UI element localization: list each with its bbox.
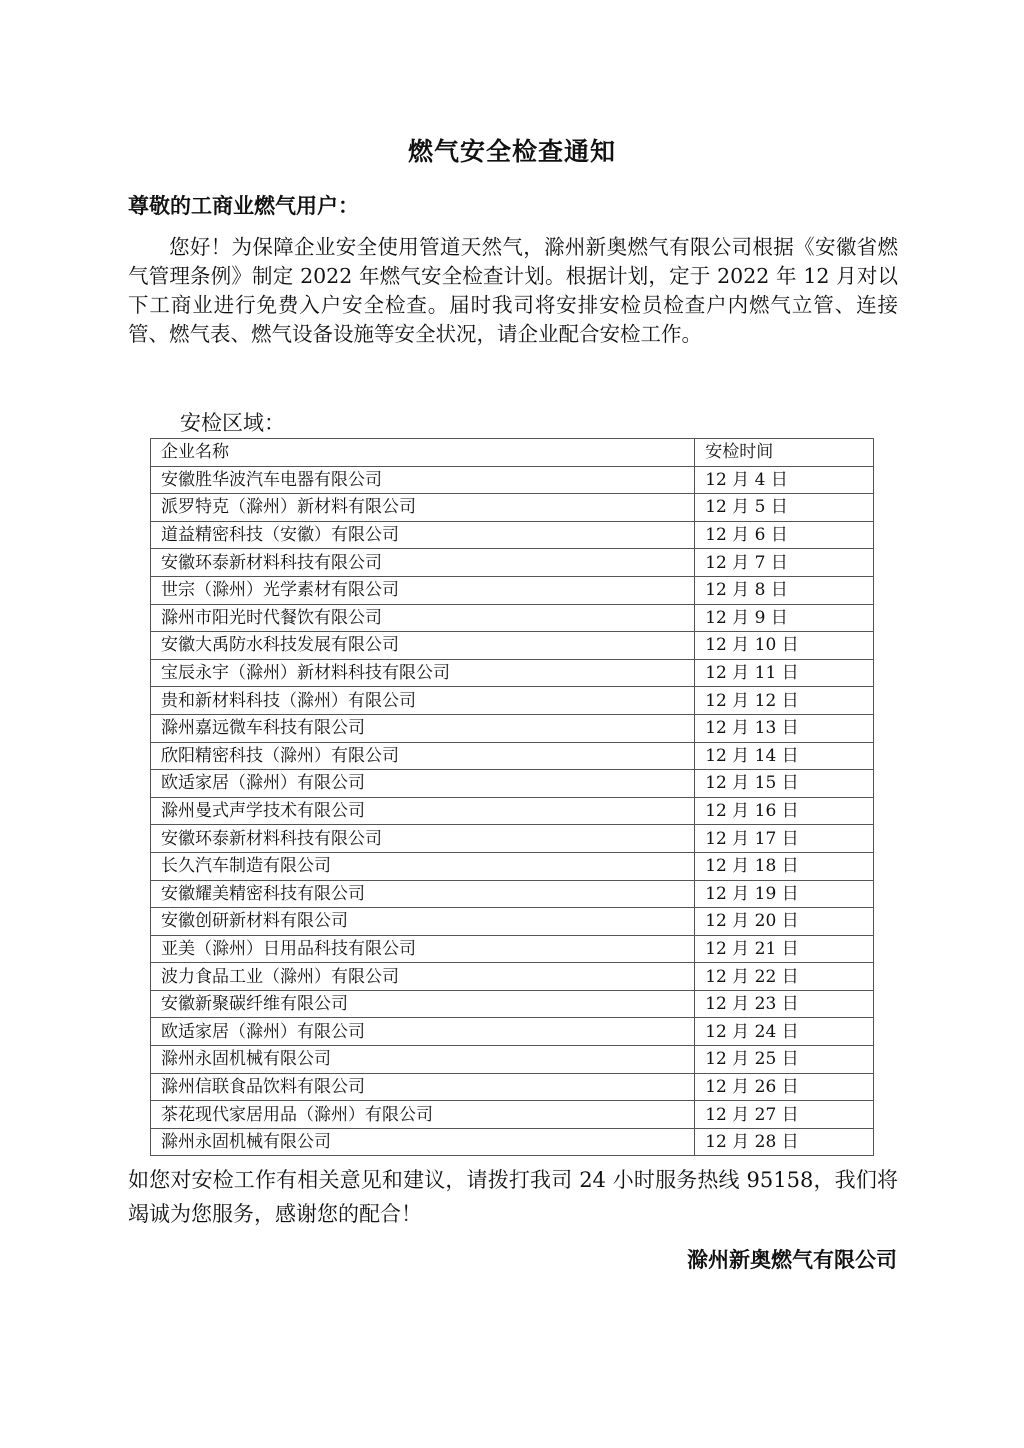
company-name-cell: 安徽环泰新材料科技有限公司 [151,825,695,853]
company-name-cell: 安徽大禹防水科技发展有限公司 [151,632,695,660]
table-row [151,687,874,715]
closing-paragraph: 如您对安检工作有相关意见和建议，请拨打我司 24 小时服务热线 95158，我们将竭诚为您服务，感谢您的配合！ [128,1168,898,1226]
table-row [151,963,874,991]
inspection-date-cell: 12 月 21 日 [695,935,874,963]
table-row [151,908,874,936]
inspection-date-cell: 12 月 25 日 [695,1046,874,1074]
table-row [151,1018,874,1046]
table-row [151,852,874,880]
table-row [151,1128,874,1156]
table-row [151,1046,874,1074]
inspection-date-cell: 12 月 24 日 [695,1018,874,1046]
company-name-cell: 茶花现代家居用品（滁州）有限公司 [151,1101,695,1129]
inspection-date-cell: 12 月 18 日 [695,852,874,880]
table-row [151,659,874,687]
header-date: 安检时间 [695,439,874,467]
company-name-cell: 欧适家居（滁州）有限公司 [151,770,695,798]
company-name-cell: 滁州曼式声学技术有限公司 [151,797,695,825]
table-row [151,466,874,494]
header-company: 企业名称 [151,439,695,467]
company-name-cell: 安徽创研新材料有限公司 [151,908,695,936]
inspection-date-cell: 12 月 5 日 [695,494,874,522]
inspection-date-cell: 12 月 26 日 [695,1073,874,1101]
notice-body: 您好！为保障企业安全使用管道天然气，滁州新奥燃气有限公司根据《安徽省燃气管理条例》制定 2022 年燃气安全检查计划。根据计划，定于 2022 年 12 月对以下工商业进行免费入户安全检查。届时我司将安排安检员检查户内燃气立管、连接管、燃气表、燃气设备设施等安全状况，请企业配合安检工作。 [128,235,898,346]
inspection-date-cell: 12 月 28 日 [695,1128,874,1156]
notice-title: 燃气安全检查通知 [407,137,616,166]
company-name-cell: 亚美（滁州）日用品科技有限公司 [151,935,695,963]
inspection-date-cell: 12 月 12 日 [695,687,874,715]
company-name-cell: 安徽环泰新材料科技有限公司 [151,549,695,577]
inspection-date-cell: 12 月 4 日 [695,466,874,494]
company-name-cell: 派罗特克（滁州）新材料有限公司 [151,494,695,522]
table-row [151,935,874,963]
table-body [151,466,874,1156]
company-name-cell: 安徽新聚碳纤维有限公司 [151,990,695,1018]
inspection-date-cell: 12 月 10 日 [695,632,874,660]
inspection-date-cell: 12 月 6 日 [695,521,874,549]
table-row [151,1073,874,1101]
company-name-cell: 滁州市阳光时代餐饮有限公司 [151,604,695,632]
table-header-row [151,439,874,467]
inspection-schedule-table [150,438,874,1156]
company-name-cell: 滁州永固机械有限公司 [151,1128,695,1156]
inspection-date-cell: 12 月 7 日 [695,549,874,577]
inspection-date-cell: 12 月 13 日 [695,714,874,742]
inspection-date-cell: 12 月 23 日 [695,990,874,1018]
company-name-cell: 滁州永固机械有限公司 [151,1046,695,1074]
inspection-date-cell: 12 月 11 日 [695,659,874,687]
salutation: 尊敬的工商业燃气用户： [128,193,359,218]
table-row [151,549,874,577]
company-name-cell: 长久汽车制造有限公司 [151,852,695,880]
table-row [151,604,874,632]
company-name-cell: 安徽耀美精密科技有限公司 [151,880,695,908]
company-signature: 滁州新奥燃气有限公司 [687,1247,897,1272]
inspection-date-cell: 12 月 8 日 [695,576,874,604]
company-name-cell: 宝辰永宇（滁州）新材料科技有限公司 [151,659,695,687]
table-row [151,825,874,853]
table-row [151,494,874,522]
company-name-cell: 波力食品工业（滁州）有限公司 [151,963,695,991]
table-row [151,990,874,1018]
company-name-cell: 世宗（滁州）光学素材有限公司 [151,576,695,604]
company-name-cell: 欧适家居（滁州）有限公司 [151,1018,695,1046]
inspection-date-cell: 12 月 27 日 [695,1101,874,1129]
company-name-cell: 安徽胜华波汽车电器有限公司 [151,466,695,494]
inspection-date-cell: 12 月 15 日 [695,770,874,798]
table-row [151,521,874,549]
company-name-cell: 贵和新材料科技（滁州）有限公司 [151,687,695,715]
company-name-cell: 滁州嘉远微车科技有限公司 [151,714,695,742]
table-row [151,1101,874,1129]
company-name-cell: 道益精密科技（安徽）有限公司 [151,521,695,549]
table-row [151,632,874,660]
inspection-date-cell: 12 月 16 日 [695,797,874,825]
table-row [151,797,874,825]
inspection-date-cell: 12 月 20 日 [695,908,874,936]
table-row [151,880,874,908]
company-name-cell: 滁州信联食品饮料有限公司 [151,1073,695,1101]
region-label: 安检区域： [180,411,285,435]
table-row [151,770,874,798]
inspection-date-cell: 12 月 9 日 [695,604,874,632]
table-row [151,742,874,770]
table-row [151,714,874,742]
inspection-date-cell: 12 月 14 日 [695,742,874,770]
table-row [151,576,874,604]
inspection-date-cell: 12 月 17 日 [695,825,874,853]
inspection-date-cell: 12 月 22 日 [695,963,874,991]
inspection-date-cell: 12 月 19 日 [695,880,874,908]
company-name-cell: 欣阳精密科技（滁州）有限公司 [151,742,695,770]
